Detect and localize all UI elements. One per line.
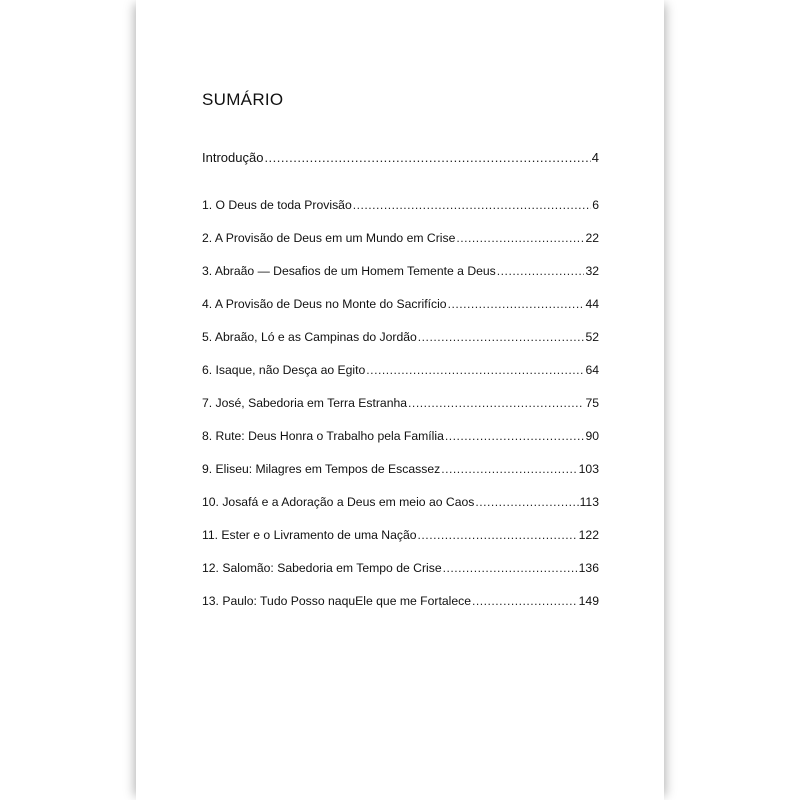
toc-entry-title: 1. O Deus de toda Provisão	[202, 198, 352, 212]
toc-row	[202, 561, 599, 594]
toc-entry-title: 11. Ester e o Livramento de uma Nação	[202, 528, 417, 542]
book-page	[136, 0, 664, 800]
toc-row	[202, 495, 599, 528]
dot-leader	[456, 231, 584, 245]
toc-row	[202, 330, 599, 363]
toc-entry-page: 52	[585, 330, 599, 344]
toc-entry-title: 3. Abraão — Desafios de um Homem Temente a Deus	[202, 264, 496, 278]
toc-row	[202, 363, 599, 396]
toc-entry-page: 6	[592, 198, 599, 212]
toc-row	[202, 462, 599, 495]
toc-entry-page: 90	[585, 429, 599, 443]
toc-row	[202, 528, 599, 561]
dot-leader	[353, 198, 591, 212]
toc-row	[202, 231, 599, 264]
dot-leader	[366, 363, 584, 377]
toc-introduction	[202, 150, 599, 183]
toc-row	[202, 396, 599, 429]
toc-row	[202, 264, 599, 297]
toc-entry-title: 9. Eliseu: Milagres em Tempos de Escassez	[202, 462, 441, 476]
dot-leader	[445, 429, 585, 443]
toc-entry-page: 4	[591, 150, 599, 165]
toc-entry-page: 149	[578, 594, 599, 608]
toc-entry-page: 32	[585, 264, 599, 278]
toc-entry-page: 136	[578, 561, 599, 575]
dot-leader	[418, 330, 585, 344]
toc-row	[202, 198, 599, 231]
toc-row	[202, 594, 599, 627]
dot-leader	[264, 150, 590, 165]
toc-entry-title: Introdução	[202, 150, 264, 165]
toc-entry-title: 13. Paulo: Tudo Posso naquEle que me Fortalece	[202, 594, 471, 608]
dot-leader	[475, 495, 578, 509]
toc-entry-title: 7. José, Sabedoria em Terra Estranha	[202, 396, 408, 410]
toc-list	[202, 198, 599, 627]
toc-entry-title: 5. Abraão, Ló e as Campinas do Jordão	[202, 330, 417, 344]
toc-entry-title: 6. Isaque, não Desça ao Egito	[202, 363, 366, 377]
toc-entry-page: 44	[585, 297, 599, 311]
toc-entry-title: 10. Josafá e a Adoração a Deus em meio ao Caos	[202, 495, 475, 509]
toc-row	[202, 429, 599, 462]
dot-leader	[472, 594, 578, 608]
page-title: SUMÁRIO	[202, 90, 284, 109]
dot-leader	[448, 297, 585, 311]
dot-leader	[441, 462, 577, 476]
dot-leader	[418, 528, 578, 542]
toc-entry-page: 113	[579, 495, 599, 509]
toc-entry-title: 12. Salomão: Sabedoria em Tempo de Crise	[202, 561, 442, 575]
dot-leader	[408, 396, 584, 410]
toc-entry-page: 122	[578, 528, 599, 542]
toc-entry-page: 75	[585, 396, 599, 410]
dot-leader	[497, 264, 585, 278]
toc-entry-page: 103	[578, 462, 599, 476]
toc-entry-title: 4. A Provisão de Deus no Monte do Sacrifício	[202, 297, 447, 311]
toc-entry-title: 2. A Provisão de Deus em um Mundo em Crise	[202, 231, 456, 245]
toc-row	[202, 150, 599, 183]
toc-entry-page: 64	[585, 363, 599, 377]
toc-row	[202, 297, 599, 330]
toc-entry-title: 8. Rute: Deus Honra o Trabalho pela Família	[202, 429, 444, 443]
toc-entry-page: 22	[585, 231, 599, 245]
dot-leader	[443, 561, 578, 575]
